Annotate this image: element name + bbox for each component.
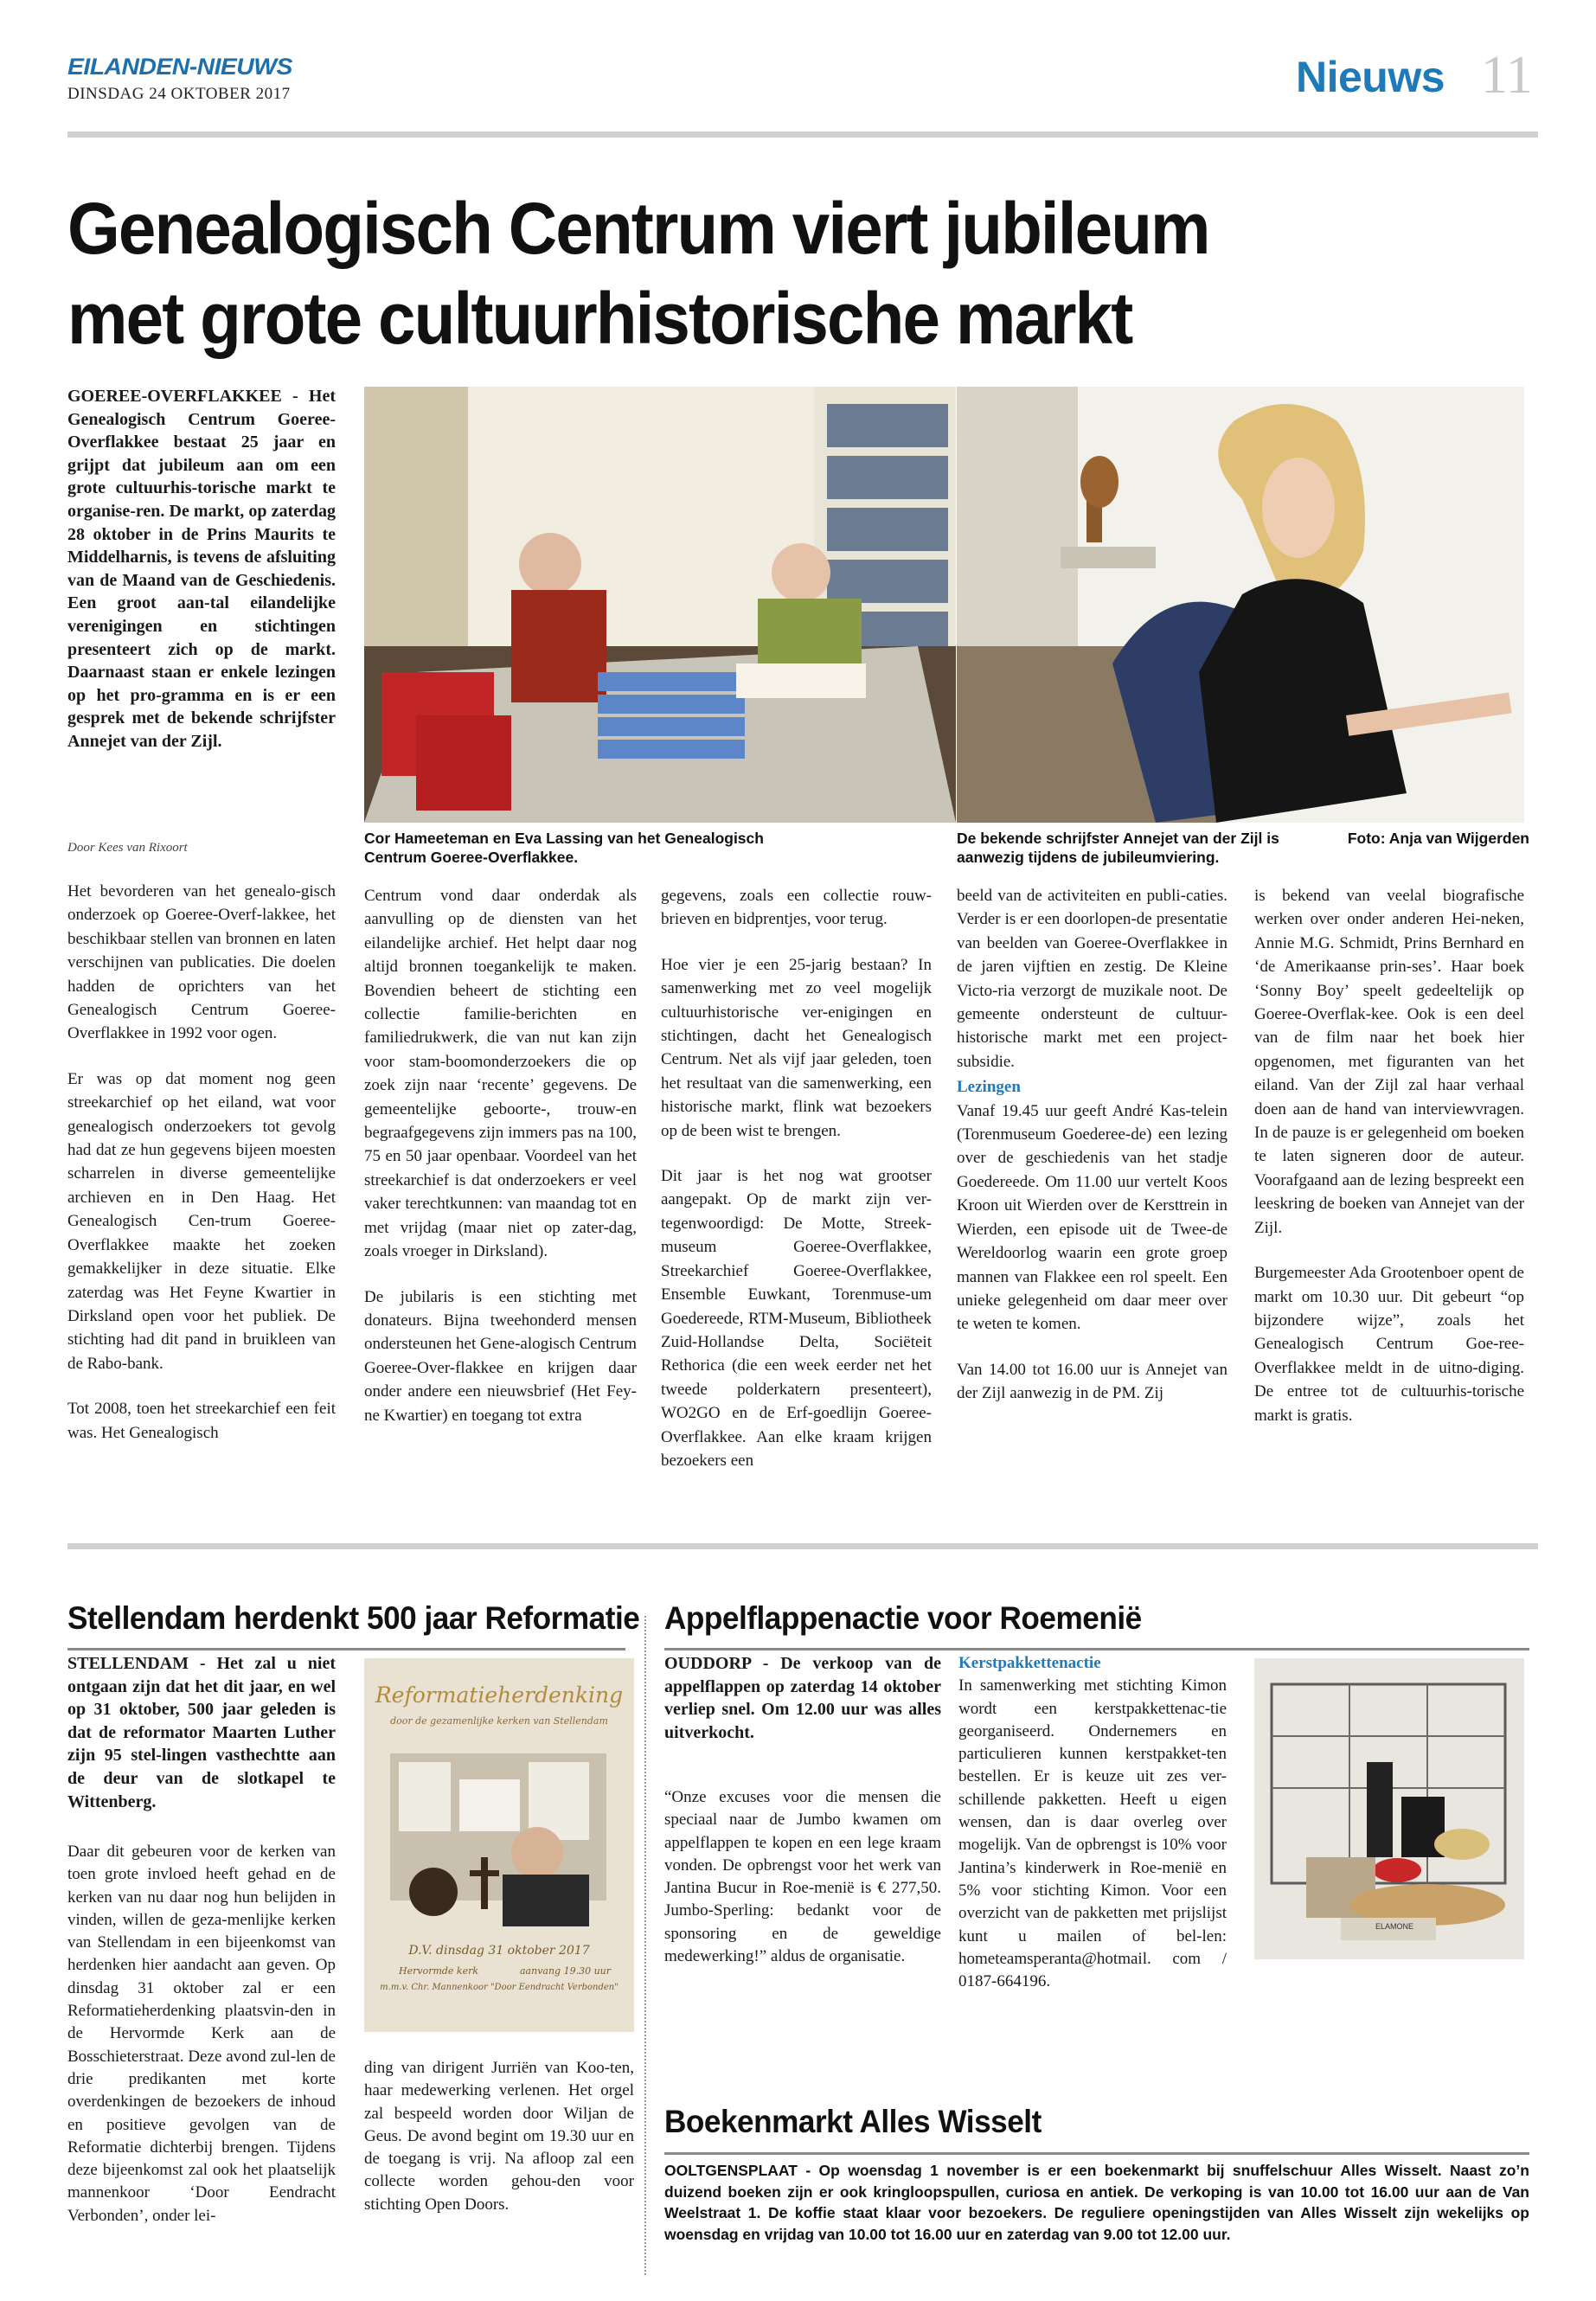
package-scene [1254, 1658, 1524, 1959]
paragraph: Tot 2008, toen het streekarchief een feit was. Het Genealogisch [67, 1400, 336, 1442]
subhead-lezingen: Lezingen [957, 1078, 1021, 1097]
paragraph: Centrum vond daar onderdak als aanvulling op de diensten van het eilandelijke archief. Het helpt daar nog altijd bronnen toegankelijk te maken. Bovendien beheert de stichting een collectie familie-berichten en familiedrukwerk, die van nut kan zijn voor stam-boomonderzoekers die op zoek zijn naar ‘recente’ gegevens. De gemeentelijke geboorte-, trouw-en begraafgegevens zijn immers pas na 100, 75 en 50 jaar openbaar. Voordeel van het streekarchief is dat onderzoekers er veel vaker terechtkunnen: van maandag tot en met vrijdag (maar niet op zater-dag, zoals vroeger in Dirksland). [364, 887, 637, 1261]
subhead-kerstpakketten: Kerstpakkettenactie [958, 1654, 1101, 1672]
paragraph: Burgemeester Ada Grootenboer opent de markt om 10.30 uur. Dit gebeurt “op bijzondere wijze”, zoals het Genealogisch Centrum Goe-ree-Overflakkee meldt in de uitno-diging. De entree tot de cultuurhis-torische markt is gratis. [1254, 1264, 1524, 1425]
appelflappen-body: “Onze excuses voor die mensen die speciaal naar de Jumbo kwamen om appelflappen te kopen en een lege kraam vonden. De opbrengst voor het werk van Jantina Bucur in Roe-menië is € 277,50. Jumbo-Sperling: bedankt voor de sponsoring en de geweldige medewerking!” aldus de organisatie. [664, 1788, 941, 1966]
photo-archive-scene [364, 387, 956, 823]
appelflappen-lead: OUDDORP - De verkoop van de appelflappen op zaterdag 14 oktober verliep snel. Om 12.00 uur was alles uitverkocht. [664, 1654, 941, 1742]
main-lead: GOEREE-OVERFLAKKEE - Het Genealogisch Centrum Goeree-Overflakkee bestaat 25 jaar en grijpt dat jubileum aan om een grote cultuurhis-torische markt te organise-ren. De markt, op zaterdag 28 oktober in de Prins Maurits te Middelharnis, is tevens de afsluiting van de Maand van de Geschiedenis. Een groot aan-tal eilandelijke verenigingen en stichtingen presenteert zich op de markt. Daarnaast staan er enkele lezingen op het pro-gramma en is er een gesprek met de bekende schrijfster Annejet van der Zijl. [67, 387, 336, 751]
stellendam-column-1: Daar dit gebeuren voor de kerken van toen grote invloed heeft gehad en de kerken van nu daar nog hun belijden in vinden, willen de geza-menlijke kerken van Stellendam in een bijeenkomst van herdenken hier aandacht aan geven. Op dinsdag 31 oktober zal er een Reformatieherdenking plaatsvin-den in de Hervormde Kerk aan de Bosschieterstraat. Deze avond zul-len de drie predikanten met korte overdenkingen de bezoekers de inhoud en positieve gevolgen van de Reformatie dichterbij brengen. Tijdens deze bijeenkomst zal ook het plaatselijk mannenkoor ‘Door Eendracht Verbonden’, onder lei- [67, 1843, 336, 2225]
paragraph: In samenwerking met stichting Kimon wordt een kerstpakkettenac-tie georganiseerd. Ondernemers en particulieren kunnen kerstpakket-ten bestellen. Er is keuze uit zes ver-schillende pakketten. Heeft u eigen wensen, dan is daar overleg over mogelijk. Van de opbrengst is 10% voor Jantina’s kinderwerk in Roe-menië en 5% voor stichting Kimon. Voor een overzicht van de pakketten met prijslijst kunt u mailen of bel-len: hometeamsperanta@hotmail. com / 0187-664196. [958, 1676, 1227, 1991]
paragraph: Dit jaar is het nog wat grootser aangepakt. Op de markt zijn ver-tegenwoordigd: De Motte, Streek-museum Goeree-Overflakkee, Streekarchief Goeree-Overflakkee, Ensemble Euwkant, Torenmuse-um Goedereede, RTM-Museum, Bibliotheek Zuid-Hollandse Delta, Sociëteit Rethorica (die een week eerder net het tweede polderkatern presenteert), WO2GO en de Erf-goedlijn Goeree-Overflakkee. Aan elke kraam krijgen bezoekers een [661, 1167, 932, 1470]
boekenmarkt-body: OOLTGENSPLAAT - Op woensdag 1 november is er een boekenmarkt bij snuffelschuur Alles Wisselt. Naast zo’n duizend boeken zijn er ook kringloopspullen, curiosa en antiek. De verkoping is van 10.00 tot 16.00 uur aan de Van Weelstraat 1. De koffie staat klaar voor bezoekers. De reguliere openingstijden van Alles Wisselt zijn wekelijks op woensdag en vrijdag van 10.00 tot 16.00 uur en zaterdag van 9.00 tot 12.00 uur. [664, 2162, 1529, 2243]
paragraph: Vanaf 19.45 uur geeft André Kas-telein (Torenmuseum Goederee-de) een lezing over de geschiedenis van het stadje Goedereede. Om 11.00 uur vertelt Koos Kroon uit Wierden over de Kersttrein in Wierden, een episode uit de Twee-de Wereldoorlog waarin een grote groep mannen van Flakkee een rol speelt. Een unieke gelegenheid om daar meer over te weten te komen. [957, 1101, 1227, 1334]
paragraph: Van 14.00 tot 16.00 uur is Annejet van der Zijl aanwezig in de PM. Zij [957, 1360, 1227, 1403]
page-number: 11 [1481, 46, 1533, 105]
appelflappen-headline: Appelflappenactie voor Roemenië [664, 1600, 1142, 1636]
appelflappen-rule [664, 1648, 1529, 1650]
middle-rule [67, 1543, 1538, 1549]
paragraph: Hoe vier je een 25-jarig bestaan? In samenwerking met zo veel mogelijk cultuurhistorische ver-enigingen en stichtingen, dacht het Genealogisch Centrum. Net als vijf jaar geleden, toen het resultaat van die samenwerking, een historische markt, flink wat bezoekers op de been wist te brengen. [661, 955, 932, 1140]
package-label: ELAMONE [1375, 1922, 1414, 1931]
byline: Door Kees van Rixoort [67, 841, 188, 855]
article-column-4 [957, 884, 1227, 1427]
poster-time: aanvang 19.30 uur [520, 1965, 612, 1977]
stellendam-column-2: ding van dirigent Jurriën van Koo-ten, haar medewerking verlenen. Het orgel zal bespeeld worden door Wiljan de Geus. De avond begint om 19.30 uur en de toegang is vrij. Na afloop zal een collecte worden gehou-den voor stichting Open Doors. [364, 2059, 634, 2214]
masthead: EILANDEN-NIEUWS [67, 54, 292, 80]
poster-location: Hervormde kerk [399, 1965, 479, 1977]
reformation-poster [364, 1658, 634, 2032]
photo-christmas-package [1254, 1658, 1524, 1959]
paragraph: Er was op dat moment nog geen streekarchief op het eiland, wat voor genealogisch onderzoekers tot gevolg had dat ze hun gegevens bijeen moesten scharrelen in diverse gemeentelijke archieven en in Den Haag. Het Genealogisch Cen-trum Goeree-Overflakkee maakte het zoeken gemakkelijker in deze situatie. Elke zaterdag was Het Feyne Kwartier in Dirksland open voor het publiek. De stichting had dit pand in bruikleen van de Rabo-bank. [67, 1069, 336, 1373]
stellendam-lead: STELLENDAM - Het zal u niet ontgaan zijn dat het dit jaar, en wel op 31 oktober, 500 jaar geleden is dat de reformator Maarten Luther zijn 95 stel-lingen vasthechtte aan de deur van de slotkapel te Wittenberg. [67, 1654, 336, 1811]
article-column-1 [67, 880, 336, 1466]
poster-title: Reformatieherdenking [375, 1682, 624, 1708]
kerstpakket-column [958, 1652, 1227, 1993]
stellendam-headline: Stellendam herdenkt 500 jaar Reformatie [67, 1600, 640, 1636]
main-headline: Genealogisch Centrum viert jubileum met grote cultuurhistorische markt [67, 188, 1209, 359]
paragraph: Het bevorderen van het genealo-gisch onderzoek op Goeree-Overf-lakkee, het beschikbaar stellen van bronnen en laten verschijnen van publicaties. Die doelen hadden de oprichters van het Genealogisch Centrum Goeree-Overflakkee in 1992 voor ogen. [67, 882, 336, 1043]
paragraph: gegevens, zoals een collectie rouw-brieven en bidprentjes, voor terug. [661, 887, 932, 929]
poster-choir: m.m.v. Chr. Mannenkoor "Door Eendracht Verbonden" [380, 1983, 619, 1992]
issue-date: DINSDAG 24 OKTOBER 2017 [67, 85, 291, 103]
article-column-2 [364, 884, 637, 1449]
article-column-5 [1254, 884, 1524, 1449]
caption-author-photo: De bekende schrijfster Annejet van der Zijl is aanwezig tijdens de jubileumviering. [957, 830, 1279, 866]
poster-subtitle: door de gezamenlijke kerken van Stellendam [390, 1715, 608, 1727]
top-rule [67, 131, 1538, 138]
paragraph: is bekend van veelal biografische werken over onder anderen Hei-neken, Annie M.G. Schmidt, Prins Bernhard en ‘de Amerikaanse prin-ses’. Haar boek ‘Sonny Boy’ speelt gedeeltelijk op Goeree-Overflak-kee. Ook is een deel van de film naar het boek hier opgenomen, met figuranten van het eiland. Van der Zijl zal haar verhaal doen aan de hand van interviewvragen. In de pauze is er gelegenheid om boeken te laten signeren door de auteur. Voorafgaand aan de lezing bespreekt een leeskring de boeken van Annejet van der Zijl. [1254, 887, 1524, 1237]
column-divider [644, 1616, 646, 2275]
stellendam-rule [67, 1648, 625, 1650]
boekenmarkt-headline: Boekenmarkt Alles Wisselt [664, 2104, 1042, 2139]
article-column-3 [661, 884, 932, 1494]
boekenmarkt-rule [664, 2152, 1529, 2155]
poster-date: D.V. dinsdag 31 oktober 2017 [408, 1944, 590, 1958]
photo-author-scene [957, 387, 1524, 823]
photo-archive [364, 387, 956, 823]
paragraph: beeld van de activiteiten en publi-caties. Verder is er een doorlopen-de presentatie van beelden van Goeree-Overflakkee in de jaren vijftien en zestig. De Kleine Victo-ria verzorgt de muzikale noot. De gemeente ondersteunt de cultuur-historische markt met een project-subsidie. [957, 887, 1227, 1071]
photo-author [957, 387, 1524, 823]
section-label: Nieuws [1296, 53, 1445, 101]
caption-archive-photo: Cor Hameeteman en Eva Lassing van het Genealogisch Centrum Goeree-Overflakkee. [364, 830, 764, 866]
photo-credit: Foto: Anja van Wijgerden [1347, 830, 1529, 847]
paragraph: De jubilaris is een stichting met donateurs. Bijna tweehonderd mensen ondersteunen het Gene-alogisch Centrum Goeree-Over-flakkee en krijgen daar onder andere een nieuwsbrief (Het Fey-ne Kwartier) en toegang tot extra [364, 1287, 637, 1425]
